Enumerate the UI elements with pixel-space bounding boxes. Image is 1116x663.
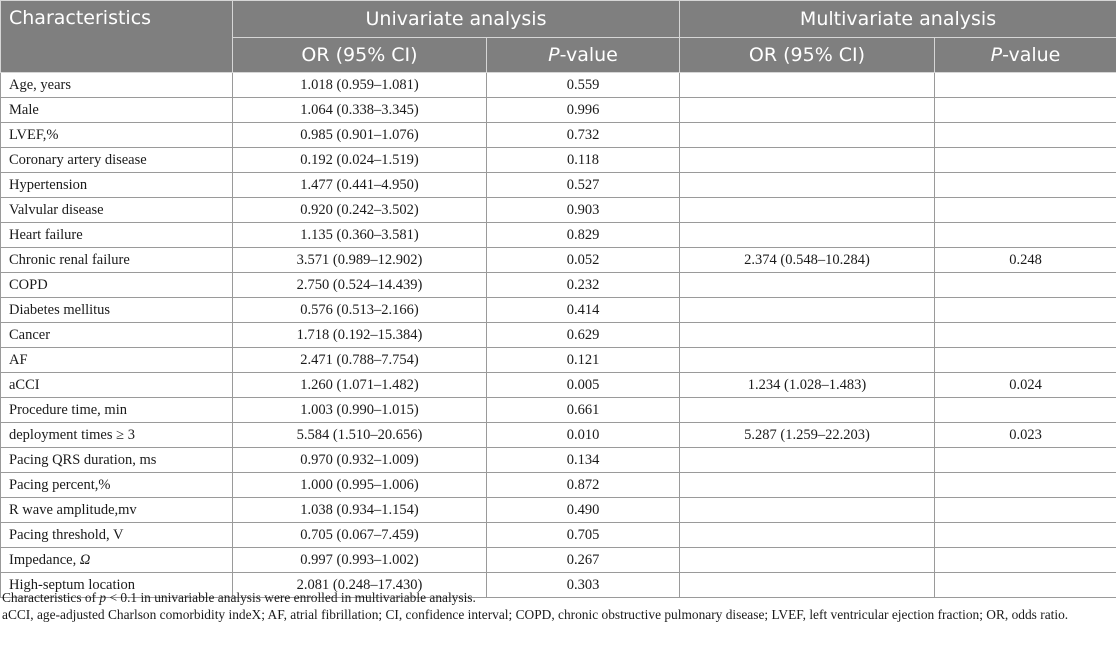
row-label xyxy=(1,523,233,548)
row-label-text: Cancer xyxy=(9,326,51,343)
table-row xyxy=(1,398,1116,423)
cell-uni-or xyxy=(233,198,487,223)
cell-multi-or-text: 2.374 (0.548–10.284) xyxy=(744,251,870,268)
table-row xyxy=(1,323,1116,348)
header-multi-p xyxy=(935,38,1116,73)
cell-multi-p xyxy=(935,173,1116,198)
cell-uni-p xyxy=(487,248,680,273)
row-label xyxy=(1,223,233,248)
row-label xyxy=(1,123,233,148)
cell-multi-p-text: 0.024 xyxy=(1009,376,1042,393)
cell-uni-or-text: 0.970 (0.932–1.009) xyxy=(300,451,419,468)
table-row xyxy=(1,473,1116,498)
cell-multi-p xyxy=(935,423,1116,448)
table-row xyxy=(1,73,1116,98)
cell-uni-or-text: 1.018 (0.959–1.081) xyxy=(300,76,419,93)
cell-uni-or xyxy=(233,448,487,473)
cell-uni-p-text: 0.490 xyxy=(566,501,600,518)
cell-multi-p xyxy=(935,223,1116,248)
cell-uni-p xyxy=(487,398,680,423)
cell-uni-p-text: 0.903 xyxy=(566,201,600,218)
header-univariate: Univariate analysis xyxy=(233,1,680,38)
cell-uni-or-text: 1.000 (0.995–1.006) xyxy=(300,476,419,493)
cell-multi-or xyxy=(680,373,935,398)
cell-multi-or xyxy=(680,548,935,573)
cell-uni-or xyxy=(233,323,487,348)
cell-multi-or xyxy=(680,148,935,173)
cell-uni-or xyxy=(233,148,487,173)
cell-multi-p xyxy=(935,123,1116,148)
cell-uni-p-text: 0.661 xyxy=(566,401,600,418)
table-row xyxy=(1,98,1116,123)
cell-multi-or xyxy=(680,223,935,248)
cell-uni-p-text: 0.121 xyxy=(566,351,600,368)
header-multi-or: OR (95% CI) xyxy=(680,38,935,73)
row-label-text: Pacing threshold, V xyxy=(9,526,124,543)
cell-uni-p-text: 0.134 xyxy=(566,451,600,468)
row-label xyxy=(1,273,233,298)
cell-uni-p-text: 0.527 xyxy=(566,176,600,193)
cell-uni-p-text: 0.267 xyxy=(566,551,600,568)
row-label-text: deployment times ≥ 3 xyxy=(9,426,135,443)
row-label-text: Heart failure xyxy=(9,226,83,243)
table-row xyxy=(1,423,1116,448)
cell-uni-p xyxy=(487,173,680,198)
cell-uni-p-text: 0.872 xyxy=(566,476,600,493)
cell-uni-p xyxy=(487,498,680,523)
row-label xyxy=(1,98,233,123)
table-row xyxy=(1,298,1116,323)
cell-uni-p xyxy=(487,273,680,298)
row-label xyxy=(1,348,233,373)
table-row xyxy=(1,498,1116,523)
cell-multi-or xyxy=(680,173,935,198)
cell-multi-or xyxy=(680,323,935,348)
row-label-symbol: Ω xyxy=(79,551,91,568)
cell-multi-or xyxy=(680,473,935,498)
footnote-abbreviations: aCCI, age-adjusted Charlson comorbidity indeX; AF, atrial fibrillation; CI, confidence interval; COPD, chronic obstructive pulmonary disease; LVEF, left ventricular ejection fraction; OR, odds ratio. xyxy=(2,606,1069,622)
cell-uni-or-text: 2.750 (0.524–14.439) xyxy=(296,276,423,293)
cell-uni-or xyxy=(233,523,487,548)
cell-uni-or xyxy=(233,273,487,298)
cell-uni-p-text: 0.559 xyxy=(566,76,600,93)
cell-multi-or xyxy=(680,273,935,298)
cell-multi-p xyxy=(935,73,1116,98)
p-suffix: -value xyxy=(559,44,618,66)
cell-uni-or-text: 0.192 (0.024–1.519) xyxy=(300,151,419,168)
row-label-text: R wave amplitude,mv xyxy=(9,501,137,518)
cell-uni-p-text: 0.052 xyxy=(566,251,600,268)
cell-multi-p xyxy=(935,148,1116,173)
cell-uni-or xyxy=(233,73,487,98)
row-label xyxy=(1,248,233,273)
cell-uni-or-text: 0.920 (0.242–3.502) xyxy=(300,201,419,218)
cell-uni-or-text: 2.471 (0.788–7.754) xyxy=(300,351,419,368)
cell-multi-p xyxy=(935,548,1116,573)
row-label-text: Male xyxy=(9,101,39,118)
cell-uni-p-text: 0.414 xyxy=(566,301,600,318)
row-label xyxy=(1,323,233,348)
cell-uni-p-text: 0.118 xyxy=(566,151,600,168)
table-footnotes xyxy=(2,590,1112,623)
p-suffix: -value xyxy=(1002,44,1061,66)
cell-uni-p xyxy=(487,298,680,323)
cell-uni-or xyxy=(233,123,487,148)
cell-uni-p-text: 0.705 xyxy=(566,526,600,543)
row-label xyxy=(1,548,233,573)
table-body xyxy=(1,73,1116,598)
cell-uni-or xyxy=(233,373,487,398)
row-label-text: Pacing QRS duration, ms xyxy=(9,451,157,468)
cell-uni-or xyxy=(233,423,487,448)
cell-multi-or xyxy=(680,448,935,473)
cell-uni-or xyxy=(233,98,487,123)
header-uni-or: OR (95% CI) xyxy=(233,38,487,73)
table-row xyxy=(1,273,1116,298)
cell-multi-or xyxy=(680,348,935,373)
cell-uni-or xyxy=(233,473,487,498)
cell-uni-p-text: 0.996 xyxy=(566,101,600,118)
cell-uni-or xyxy=(233,223,487,248)
row-label xyxy=(1,198,233,223)
cell-multi-or xyxy=(680,248,935,273)
cell-multi-or-text: 1.234 (1.028–1.483) xyxy=(747,376,867,393)
cell-multi-p xyxy=(935,398,1116,423)
table-row xyxy=(1,373,1116,398)
cell-multi-or xyxy=(680,398,935,423)
cell-uni-or xyxy=(233,398,487,423)
table-row xyxy=(1,148,1116,173)
cell-multi-or xyxy=(680,198,935,223)
cell-multi-p xyxy=(935,473,1116,498)
table-row xyxy=(1,248,1116,273)
row-label-text: Chronic renal failure xyxy=(9,251,130,268)
header-uni-p xyxy=(487,38,680,73)
row-label-text: Valvular disease xyxy=(9,201,104,218)
cell-uni-p xyxy=(487,373,680,398)
cell-uni-or xyxy=(233,348,487,373)
cell-multi-or xyxy=(680,298,935,323)
table-row xyxy=(1,448,1116,473)
table-row xyxy=(1,123,1116,148)
cell-uni-p-text: 0.010 xyxy=(566,426,600,443)
cell-multi-or xyxy=(680,523,935,548)
row-label xyxy=(1,423,233,448)
footnote-criteria xyxy=(2,590,1112,607)
row-label xyxy=(1,148,233,173)
cell-multi-p-text: 0.023 xyxy=(1009,426,1042,443)
cell-uni-p-text: 0.303 xyxy=(566,576,600,593)
cell-uni-or-text: 1.003 (0.990–1.015) xyxy=(300,401,419,418)
row-label xyxy=(1,473,233,498)
cell-uni-or-text: 1.038 (0.934–1.154) xyxy=(300,501,419,518)
table-header xyxy=(1,1,1116,73)
cell-multi-or xyxy=(680,73,935,98)
header-multivariate: Multivariate analysis xyxy=(680,1,1116,38)
footnote-text: Characteristics of xyxy=(2,590,100,605)
table-row xyxy=(1,523,1116,548)
row-label xyxy=(1,73,233,98)
cell-uni-or-text: 0.576 (0.513–2.166) xyxy=(300,301,419,318)
cell-multi-or xyxy=(680,423,935,448)
cell-uni-or-text: 3.571 (0.989–12.902) xyxy=(296,251,423,268)
cell-uni-p-text: 0.732 xyxy=(566,126,600,143)
cell-uni-p xyxy=(487,98,680,123)
row-label-text: Diabetes mellitus xyxy=(9,301,111,318)
p-italic: P xyxy=(990,44,1003,66)
cell-multi-p xyxy=(935,298,1116,323)
cell-uni-p xyxy=(487,323,680,348)
row-label-text: Procedure time, min xyxy=(9,401,127,418)
row-label xyxy=(1,298,233,323)
cell-uni-or-text: 1.477 (0.441–4.950) xyxy=(300,176,419,193)
cell-uni-or xyxy=(233,548,487,573)
cell-multi-or xyxy=(680,498,935,523)
cell-uni-p xyxy=(487,223,680,248)
table-row xyxy=(1,173,1116,198)
cell-multi-p xyxy=(935,248,1116,273)
cell-uni-or-text: 0.705 (0.067–7.459) xyxy=(300,526,419,543)
cell-multi-p-text: 0.248 xyxy=(1009,251,1042,268)
cell-multi-p xyxy=(935,273,1116,298)
cell-uni-p xyxy=(487,448,680,473)
cell-uni-p xyxy=(487,548,680,573)
row-label-text: AF xyxy=(9,351,28,368)
cell-uni-or xyxy=(233,248,487,273)
cell-uni-p xyxy=(487,523,680,548)
row-label-text: aCCI xyxy=(9,376,40,393)
row-label xyxy=(1,498,233,523)
row-label xyxy=(1,448,233,473)
cell-uni-or-text: 1.260 (1.071–1.482) xyxy=(300,376,419,393)
cell-uni-or-text: 5.584 (1.510–20.656) xyxy=(296,426,423,443)
cell-multi-p xyxy=(935,373,1116,398)
row-label-text: Age, years xyxy=(9,76,72,93)
row-label-text: Impedance, xyxy=(9,551,80,568)
row-label-text: High-septum location xyxy=(9,576,136,593)
cell-multi-p xyxy=(935,198,1116,223)
footnote-text: < 0.1 in univariable analysis were enrolled in multivariable analysis. xyxy=(106,590,476,605)
row-label xyxy=(1,373,233,398)
cell-uni-or-text: 2.081 (0.248–17.430) xyxy=(296,576,423,593)
table-row xyxy=(1,348,1116,373)
row-label-text: Hypertension xyxy=(9,176,88,193)
table-row xyxy=(1,223,1116,248)
cell-uni-p xyxy=(487,148,680,173)
cell-uni-p-text: 0.232 xyxy=(566,276,600,293)
table-row xyxy=(1,548,1116,573)
cell-uni-p xyxy=(487,123,680,148)
row-label xyxy=(1,173,233,198)
row-label-text: LVEF,% xyxy=(9,126,59,143)
table-row xyxy=(1,198,1116,223)
cell-uni-p xyxy=(487,423,680,448)
cell-multi-or-text: 5.287 (1.259–22.203) xyxy=(744,426,870,443)
cell-multi-or xyxy=(680,123,935,148)
cell-uni-or-text: 1.064 (0.338–3.345) xyxy=(300,101,419,118)
cell-uni-or-text: 1.718 (0.192–15.384) xyxy=(296,326,423,343)
cell-multi-p xyxy=(935,498,1116,523)
cell-uni-or-text: 0.985 (0.901–1.076) xyxy=(300,126,419,143)
header-characteristics: Characteristics xyxy=(1,1,233,73)
cell-multi-p xyxy=(935,523,1116,548)
cell-multi-p xyxy=(935,348,1116,373)
cell-multi-p xyxy=(935,98,1116,123)
cell-multi-p xyxy=(935,448,1116,473)
row-label-text: Coronary artery disease xyxy=(9,151,147,168)
cell-multi-or xyxy=(680,98,935,123)
cell-uni-p xyxy=(487,348,680,373)
cell-uni-p xyxy=(487,473,680,498)
row-label-text: Pacing percent,% xyxy=(9,476,111,493)
cell-uni-or-text: 1.135 (0.360–3.581) xyxy=(300,226,419,243)
cell-uni-p-text: 0.005 xyxy=(566,376,600,393)
p-italic: P xyxy=(548,44,560,66)
cell-uni-p-text: 0.829 xyxy=(566,226,600,243)
cell-uni-or xyxy=(233,298,487,323)
footnote-var: p xyxy=(99,590,107,605)
cell-uni-p xyxy=(487,73,680,98)
cell-multi-p xyxy=(935,323,1116,348)
row-label xyxy=(1,398,233,423)
row-label-text: COPD xyxy=(9,276,48,293)
cell-uni-or xyxy=(233,173,487,198)
cell-uni-p xyxy=(487,198,680,223)
cell-uni-or xyxy=(233,498,487,523)
cell-uni-p-text: 0.629 xyxy=(566,326,600,343)
cell-uni-or-text: 0.997 (0.993–1.002) xyxy=(300,551,419,568)
